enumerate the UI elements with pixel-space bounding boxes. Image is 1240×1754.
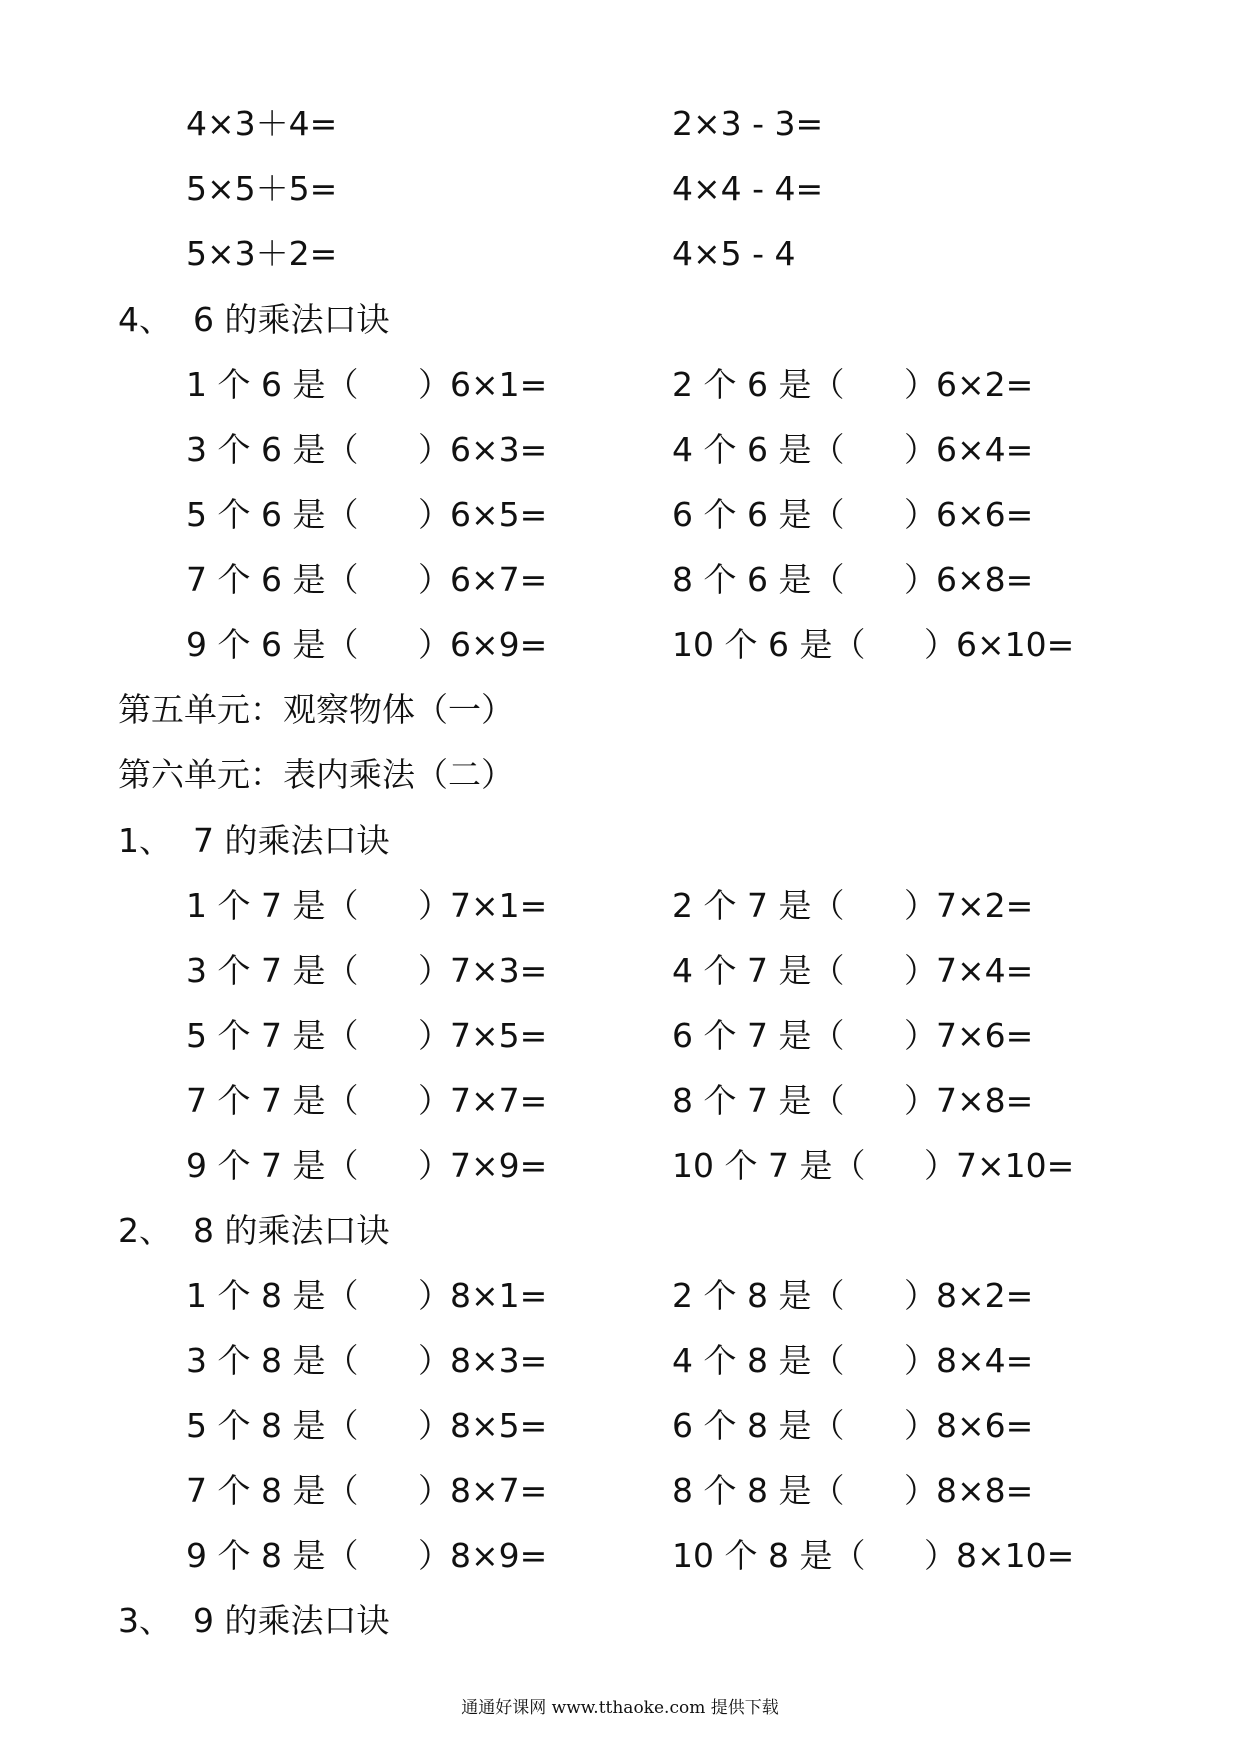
fill-row-eq: 6×6= — [936, 495, 1034, 534]
fill-row-text: 2 个 6 是（ — [672, 365, 845, 404]
fill-row-close: ） — [418, 625, 451, 664]
fill-row-close: ） — [904, 430, 937, 469]
expr-left-2: 5×5＋5= — [186, 169, 338, 208]
fill-row-eq: 6×7= — [450, 560, 548, 599]
fill-row-eq: 7×8= — [936, 1081, 1034, 1120]
fill-row-close: ） — [418, 365, 451, 404]
section-heading-9: 3、 9 的乘法口诀 — [118, 1601, 390, 1640]
fill-row-eq: 8×9= — [450, 1536, 548, 1575]
fill-row-eq: 6×5= — [450, 495, 548, 534]
fill-row-eq: 6×10= — [956, 625, 1075, 664]
fill-row-close: ） — [904, 1341, 937, 1380]
fill-row-text: 9 个 8 是（ — [186, 1536, 359, 1575]
fill-row-text: 1 个 8 是（ — [186, 1276, 359, 1315]
fill-row-text: 5 个 7 是（ — [186, 1016, 359, 1055]
fill-row-text: 10 个 7 是（ — [672, 1146, 866, 1185]
fill-row-text: 6 个 7 是（ — [672, 1016, 845, 1055]
fill-row-text: 1 个 7 是（ — [186, 886, 359, 925]
fill-row-text: 2 个 8 是（ — [672, 1276, 845, 1315]
fill-row-text: 10 个 6 是（ — [672, 625, 866, 664]
fill-row-text: 10 个 8 是（ — [672, 1536, 866, 1575]
fill-row-eq: 7×4= — [936, 951, 1034, 990]
fill-row-text: 9 个 6 是（ — [186, 625, 359, 664]
unit-title-5: 第五单元：观察物体（一） — [118, 690, 514, 729]
fill-row-text: 4 个 7 是（ — [672, 951, 845, 990]
fill-row-close: ） — [418, 1471, 451, 1510]
fill-row-close: ） — [904, 365, 937, 404]
section-heading-7: 1、 7 的乘法口诀 — [118, 821, 390, 860]
fill-row-close: ） — [418, 1016, 451, 1055]
fill-row-text: 4 个 6 是（ — [672, 430, 845, 469]
fill-row-close: ） — [418, 1341, 451, 1380]
fill-row-close: ） — [924, 1146, 957, 1185]
fill-row-eq: 8×7= — [450, 1471, 548, 1510]
fill-row-text: 7 个 6 是（ — [186, 560, 359, 599]
fill-row-eq: 7×10= — [956, 1146, 1075, 1185]
fill-row-eq: 8×2= — [936, 1276, 1034, 1315]
fill-row-text: 7 个 8 是（ — [186, 1471, 359, 1510]
fill-row-text: 1 个 6 是（ — [186, 365, 359, 404]
fill-row-eq: 6×8= — [936, 560, 1034, 599]
fill-row-text: 5 个 6 是（ — [186, 495, 359, 534]
fill-row-eq: 7×9= — [450, 1146, 548, 1185]
fill-row-text: 5 个 8 是（ — [186, 1406, 359, 1445]
fill-row-eq: 8×3= — [450, 1341, 548, 1380]
fill-row-eq: 8×6= — [936, 1406, 1034, 1445]
fill-row-eq: 6×4= — [936, 430, 1034, 469]
section-heading-6: 4、 6 的乘法口诀 — [118, 300, 390, 339]
fill-row-close: ） — [418, 1276, 451, 1315]
expr-right-3: 4×5 - 4 — [672, 234, 796, 273]
fill-row-close: ） — [418, 430, 451, 469]
fill-row-close: ） — [904, 886, 937, 925]
fill-row-eq: 6×1= — [450, 365, 548, 404]
fill-row-text: 6 个 8 是（ — [672, 1406, 845, 1445]
expr-right-1: 2×3 - 3= — [672, 104, 824, 143]
fill-row-eq: 7×7= — [450, 1081, 548, 1120]
fill-row-close: ） — [924, 1536, 957, 1575]
fill-row-text: 3 个 7 是（ — [186, 951, 359, 990]
fill-row-close: ） — [418, 951, 451, 990]
expr-left-3: 5×3＋2= — [186, 234, 338, 273]
fill-row-eq: 8×4= — [936, 1341, 1034, 1380]
fill-row-text: 3 个 6 是（ — [186, 430, 359, 469]
fill-row-text: 8 个 7 是（ — [672, 1081, 845, 1120]
fill-row-eq: 8×1= — [450, 1276, 548, 1315]
fill-row-close: ） — [418, 886, 451, 925]
fill-row-text: 8 个 8 是（ — [672, 1471, 845, 1510]
fill-row-text: 7 个 7 是（ — [186, 1081, 359, 1120]
fill-row-text: 6 个 6 是（ — [672, 495, 845, 534]
fill-row-eq: 8×8= — [936, 1471, 1034, 1510]
fill-row-close: ） — [904, 495, 937, 534]
fill-row-text: 3 个 8 是（ — [186, 1341, 359, 1380]
fill-row-eq: 7×3= — [450, 951, 548, 990]
fill-row-eq: 6×2= — [936, 365, 1034, 404]
fill-row-close: ） — [418, 495, 451, 534]
fill-row-text: 2 个 7 是（ — [672, 886, 845, 925]
footer-credit: 通通好课网 www.tthaoke.com 提供下载 — [461, 1698, 779, 1718]
fill-row-eq: 7×2= — [936, 886, 1034, 925]
fill-row-text: 4 个 8 是（ — [672, 1341, 845, 1380]
fill-row-close: ） — [418, 1081, 451, 1120]
fill-row-eq: 8×10= — [956, 1536, 1075, 1575]
fill-row-close: ） — [924, 625, 957, 664]
fill-row-eq: 7×5= — [450, 1016, 548, 1055]
fill-row-close: ） — [904, 1471, 937, 1510]
fill-row-close: ） — [418, 1146, 451, 1185]
fill-row-close: ） — [418, 560, 451, 599]
section-heading-8: 2、 8 的乘法口诀 — [118, 1211, 390, 1250]
fill-row-close: ） — [904, 1276, 937, 1315]
fill-row-close: ） — [904, 1081, 937, 1120]
fill-row-eq: 6×9= — [450, 625, 548, 664]
fill-row-close: ） — [418, 1536, 451, 1575]
fill-row-eq: 8×5= — [450, 1406, 548, 1445]
fill-row-close: ） — [904, 1406, 937, 1445]
fill-row-close: ） — [418, 1406, 451, 1445]
fill-row-text: 9 个 7 是（ — [186, 1146, 359, 1185]
fill-row-eq: 6×3= — [450, 430, 548, 469]
expr-right-2: 4×4 - 4= — [672, 169, 824, 208]
fill-row-text: 8 个 6 是（ — [672, 560, 845, 599]
expr-left-1: 4×3＋4= — [186, 104, 338, 143]
fill-row-eq: 7×6= — [936, 1016, 1034, 1055]
fill-row-close: ） — [904, 951, 937, 990]
fill-row-close: ） — [904, 1016, 937, 1055]
fill-row-close: ） — [904, 560, 937, 599]
fill-row-eq: 7×1= — [450, 886, 548, 925]
unit-title-6: 第六单元：表内乘法（二） — [118, 755, 514, 794]
